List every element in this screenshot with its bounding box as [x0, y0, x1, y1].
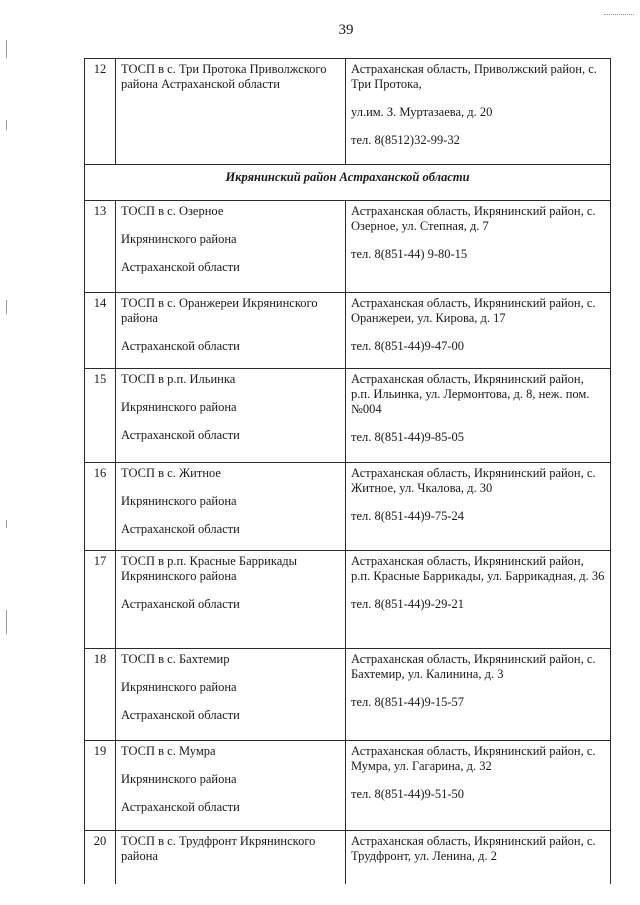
office-name-line: Астраханской области	[121, 522, 240, 536]
office-name	[116, 463, 346, 551]
row-number: 18	[85, 649, 116, 741]
office-name-line: ТОСП в р.п. Красные Баррикады Икрянинского района	[121, 554, 298, 583]
page-number: 39	[338, 22, 354, 38]
row-number: 16	[85, 463, 116, 551]
office-address	[346, 831, 611, 885]
office-name-line: Астраханской области	[121, 597, 240, 611]
office-address	[346, 551, 611, 649]
phone-line: тел. 8(851-44)9-51-50	[351, 787, 465, 801]
table-row	[85, 649, 611, 741]
office-name-line: Астраханской области	[121, 428, 240, 442]
office-address	[346, 369, 611, 463]
office-name-line: Астраханской области	[121, 800, 240, 814]
office-name-line: ТОСП в с. Три Протока Приволжского района Астраханской области	[121, 62, 327, 91]
office-name-line: ТОСП в р.п. Ильинка	[121, 372, 236, 386]
office-table-body	[85, 59, 611, 885]
office-name-line: ТОСП в с. Оранжереи Икрянинского района	[121, 296, 318, 325]
office-name-line: ТОСП в с. Мумра	[121, 744, 216, 758]
scan-corner-marks	[604, 14, 634, 19]
office-name-line: Икрянинского района	[121, 400, 237, 414]
office-name	[116, 649, 346, 741]
phone-line: тел. 8(8512)32-99-32	[351, 133, 460, 147]
address-line: Астраханская область, Икрянинский район, р.п. Красные Баррикады, ул. Баррикадная, д. 36	[351, 554, 605, 583]
office-name-line: ТОСП в с. Озерное	[121, 204, 224, 218]
row-number: 19	[85, 741, 116, 831]
row-number: 13	[85, 201, 116, 293]
office-address	[346, 293, 611, 369]
row-number: 20	[85, 831, 116, 885]
office-address	[346, 201, 611, 293]
office-address	[346, 59, 611, 165]
office-name	[116, 293, 346, 369]
table-row	[85, 369, 611, 463]
office-name-line: ТОСП в с. Бахтемир	[121, 652, 230, 666]
office-name-line: Астраханской области	[121, 260, 240, 274]
phone-line: тел. 8(851-44)9-47-00	[351, 339, 465, 353]
phone-line: тел. 8(851-44)9-75-24	[351, 509, 465, 523]
address-line: Астраханская область, Приволжский район, с. Три Протока,	[351, 62, 597, 91]
address-line: Астраханская область, Икрянинский район, р.п. Ильинка, ул. Лермонтова, д. 8, неж. пом. №004	[351, 372, 590, 416]
row-number: 15	[85, 369, 116, 463]
office-name-line: ТОСП в с. Трудфронт Икрянинского района	[121, 834, 316, 863]
row-number: 12	[85, 59, 116, 165]
section-header: Икрянинский район Астраханской области	[85, 165, 611, 201]
address-line: ул.им. З. Муртазаева, д. 20	[351, 105, 493, 119]
address-line: Астраханская область, Икрянинский район, с. Трудфронт, ул. Ленина, д. 2	[351, 834, 596, 863]
office-name-line: Астраханской области	[121, 708, 240, 722]
table-row	[85, 551, 611, 649]
table-row	[85, 463, 611, 551]
address-line: Астраханская область, Икрянинский район, с. Житное, ул. Чкалова, д. 30	[351, 466, 596, 495]
office-name	[116, 551, 346, 649]
office-name-line: ТОСП в с. Житное	[121, 466, 221, 480]
address-line: Астраханская область, Икрянинский район, с. Оранжереи, ул. Кирова, д. 17	[351, 296, 596, 325]
section-row	[85, 165, 611, 201]
office-name	[116, 59, 346, 165]
phone-line: тел. 8(851-44) 9-80-15	[351, 247, 468, 261]
table-row	[85, 741, 611, 831]
row-number: 17	[85, 551, 116, 649]
office-name	[116, 201, 346, 293]
office-name-line: Икрянинского района	[121, 772, 237, 786]
table-row	[85, 201, 611, 293]
office-table	[84, 58, 611, 884]
table-row	[85, 831, 611, 885]
address-line: Астраханская область, Икрянинский район, с. Мумра, ул. Гагарина, д. 32	[351, 744, 596, 773]
table-row	[85, 59, 611, 165]
scan-margin-marks	[6, 0, 10, 905]
office-name	[116, 831, 346, 885]
office-address	[346, 649, 611, 741]
phone-line: тел. 8(851-44)9-15-57	[351, 695, 465, 709]
phone-line: тел. 8(851-44)9-85-05	[351, 430, 465, 444]
office-address	[346, 463, 611, 551]
office-name	[116, 741, 346, 831]
row-number: 14	[85, 293, 116, 369]
address-line: Астраханская область, Икрянинский район, с. Озерное, ул. Степная, д. 7	[351, 204, 596, 233]
office-name-line: Икрянинского района	[121, 494, 237, 508]
office-name	[116, 369, 346, 463]
office-name-line: Икрянинского района	[121, 680, 237, 694]
office-address	[346, 741, 611, 831]
office-name-line: Икрянинского района	[121, 232, 237, 246]
address-line: Астраханская область, Икрянинский район, с. Бахтемир, ул. Калинина, д. 3	[351, 652, 596, 681]
office-name-line: Астраханской области	[121, 339, 240, 353]
phone-line: тел. 8(851-44)9-29-21	[351, 597, 465, 611]
table-row	[85, 293, 611, 369]
